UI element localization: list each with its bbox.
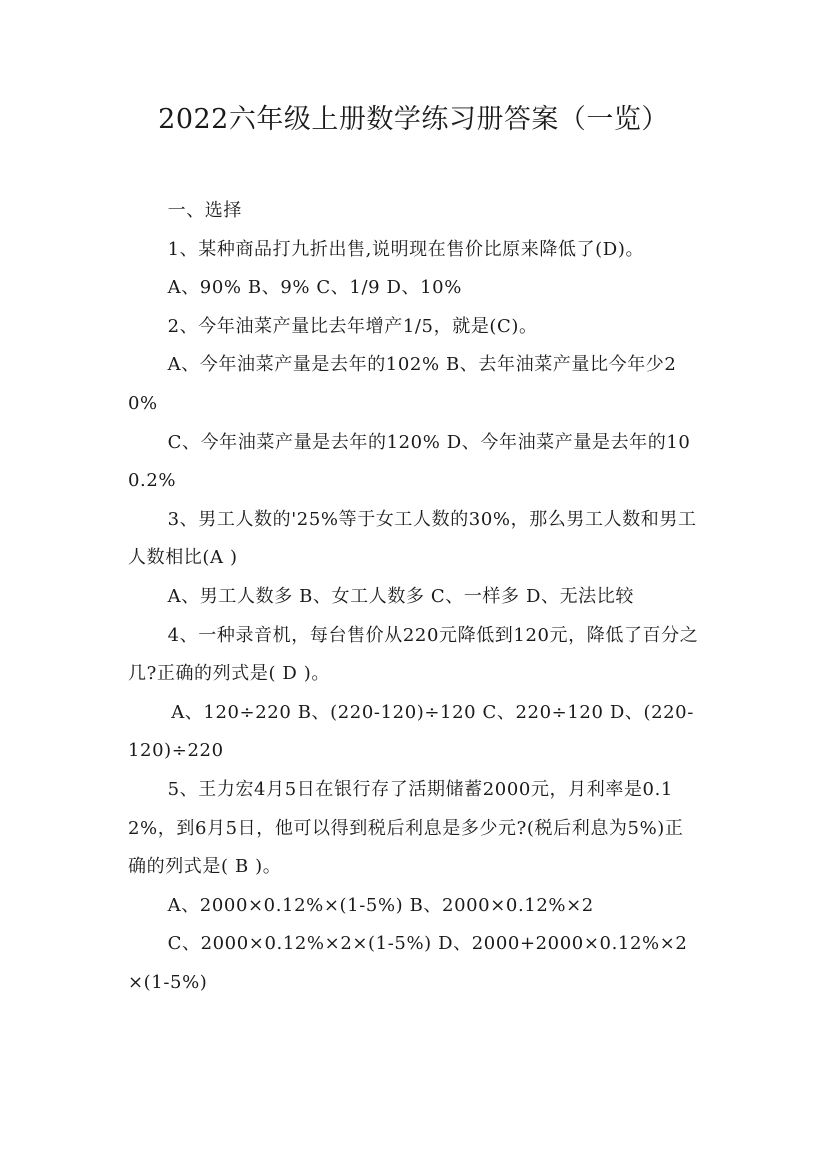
- question-4: 4、一种录音机，每台售价从220元降低到120元，降低了百分之几?正确的列式是( D )。: [128, 624, 699, 685]
- question-3: 3、男工人数的'25%等于女工人数的30%，那么男工人数和男工人数相比(A ): [128, 508, 697, 569]
- document-body: [128, 192, 700, 1002]
- question-2-options-ab: A、今年油菜产量是去年的102% B、去年油菜产量比今年少20%: [128, 354, 677, 414]
- question-5-options-cd: C、2000×0.12%×2×(1-5%) D、2000+2000×0.12%×2×(1-5%): [128, 933, 688, 993]
- question-1: 1、某种商品打九折出售,说明现在售价比原来降低了(D)。: [167, 238, 645, 260]
- question-1-options: A、90% B、9% C、1/9 D、10%: [167, 277, 462, 299]
- question-2-options-cd: C、今年油菜产量是去年的120% D、今年油菜产量是去年的100.2%: [128, 431, 691, 492]
- question-3-options: A、男工人数多 B、女工人数多 C、一样多 D、无法比较: [167, 585, 634, 607]
- section-heading: 一、选择: [167, 200, 242, 221]
- question-5: 5、王力宏4月5日在银行存了活期储蓄2000元，月利率是0.12%，到6月5日，他可以得到税后利息是多少元?(税后利息为5%)正确的列式是( B )。: [128, 778, 684, 878]
- question-5-options-ab: A、2000×0.12%×(1-5%) B、2000×0.12%×2: [167, 894, 594, 916]
- document-title: 2022六年级上册数学练习册答案（一览）: [158, 104, 669, 135]
- question-4-options: A、120÷220 B、(220-120)÷120 C、220÷120 D、(220-120)÷220: [128, 701, 694, 762]
- question-2: 2、今年油菜产量比去年增产1/5，就是(C)。: [167, 315, 538, 337]
